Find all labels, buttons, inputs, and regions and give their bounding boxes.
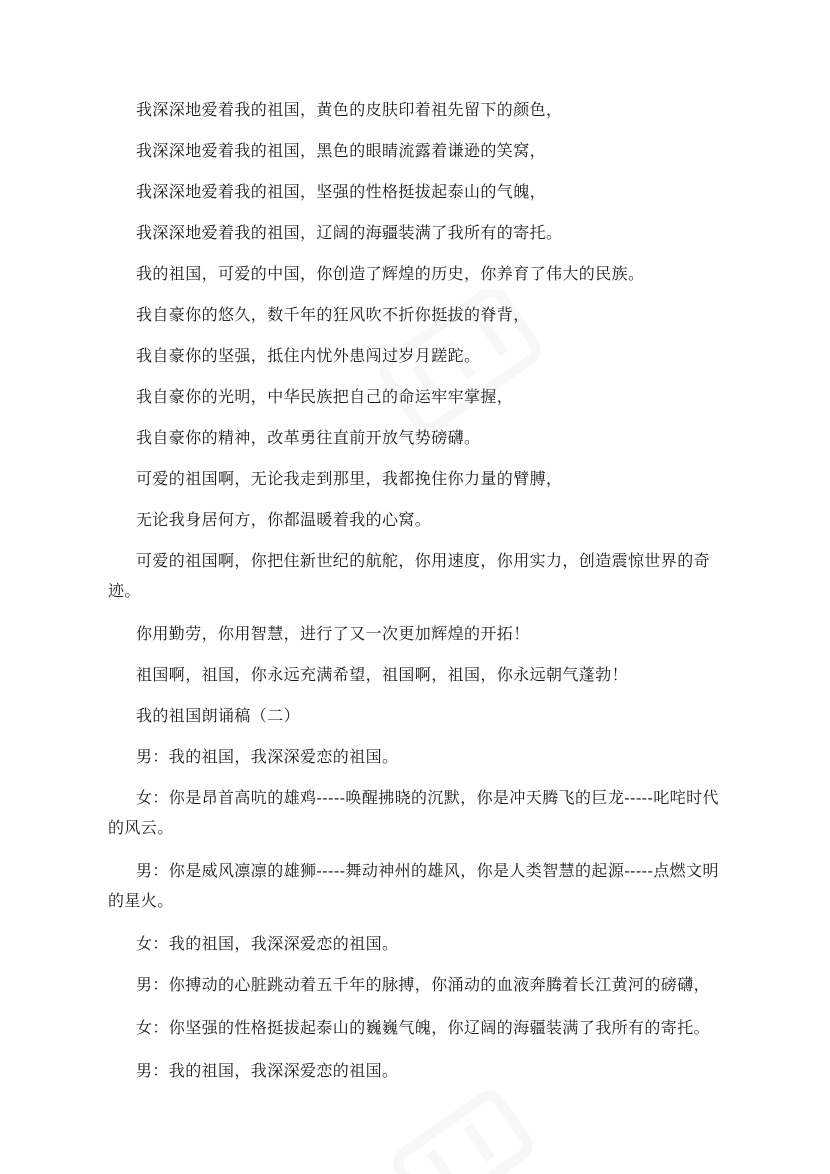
paragraph-18: 男：你是威风凛凛的雄狮-----舞动神州的雄风，你是人类智慧的起源-----点燃文明的星火。 bbox=[108, 861, 719, 910]
paragraph-16: 男：我的祖国，我深深爱恋的祖国。 bbox=[136, 747, 399, 766]
paragraph-20: 男：你搏动的心脏跳动着五千年的脉搏，你涌动的血液奔腾着长江黄河的磅礴， bbox=[136, 975, 711, 994]
watermark-logo-bottom bbox=[370, 1090, 550, 1174]
paragraph-17: 女：你是昂首高吭的雄鸡-----唤醒拂晓的沉默，你是冲天腾飞的巨龙-----叱咤时代的风云。 bbox=[108, 788, 719, 837]
paragraph-21: 女：你坚强的性格挺拔起泰山的巍巍气魄，你辽阔的海疆装满了我所有的寄托。 bbox=[136, 1018, 711, 1037]
paragraph-3: 我深深地爱着我的祖国，坚强的性格挺拔起泰山的气魄， bbox=[136, 182, 547, 201]
paragraph-6: 我自豪你的悠久，数千年的狂风吹不折你挺拔的脊背， bbox=[136, 305, 530, 324]
paragraph-7: 我自豪你的坚强，抵住内忧外患闯过岁月蹉跎。 bbox=[136, 346, 481, 365]
paragraph-19: 女：我的祖国，我深深爱恋的祖国。 bbox=[136, 934, 399, 953]
paragraph-8: 我自豪你的光明，中华民族把自己的命运牢牢掌握， bbox=[136, 387, 514, 406]
paragraph-5: 我的祖国，可爱的中国，你创造了辉煌的历史，你养育了伟大的民族。 bbox=[136, 264, 645, 283]
paragraph-4: 我深深地爱着我的祖国，辽阔的海疆装满了我所有的寄托。 bbox=[136, 223, 563, 242]
document-body bbox=[108, 95, 730, 1086]
paragraph-10: 可爱的祖国啊，无论我走到那里，我都挽住你力量的臂膊， bbox=[136, 469, 563, 488]
paragraph-14: 祖国啊，祖国，你永远充满希望，祖国啊，祖国，你永远朝气蓬勃！ bbox=[136, 665, 629, 684]
paragraph-11: 无论我身居何方，你都温暖着我的心窝。 bbox=[136, 510, 432, 529]
section-heading: 我的祖国朗诵稿（二） bbox=[136, 706, 301, 725]
paragraph-9: 我自豪你的精神，改革勇往直前开放气势磅礴。 bbox=[136, 428, 481, 447]
paragraph-12: 可爱的祖国啊，你把住新世纪的航舵，你用速度，你用实力，创造震惊世界的奇迹。 bbox=[108, 551, 711, 600]
paragraph-1: 我深深地爱着我的祖国，黄色的皮肤印着祖先留下的颜色， bbox=[136, 100, 563, 119]
paragraph-2: 我深深地爱着我的祖国，黑色的眼睛流露着谦逊的笑窝， bbox=[136, 141, 547, 160]
paragraph-22: 男：我的祖国，我深深爱恋的祖国。 bbox=[136, 1061, 399, 1080]
paragraph-13: 你用勤劳，你用智慧，进行了又一次更加辉煌的开拓！ bbox=[136, 624, 530, 643]
